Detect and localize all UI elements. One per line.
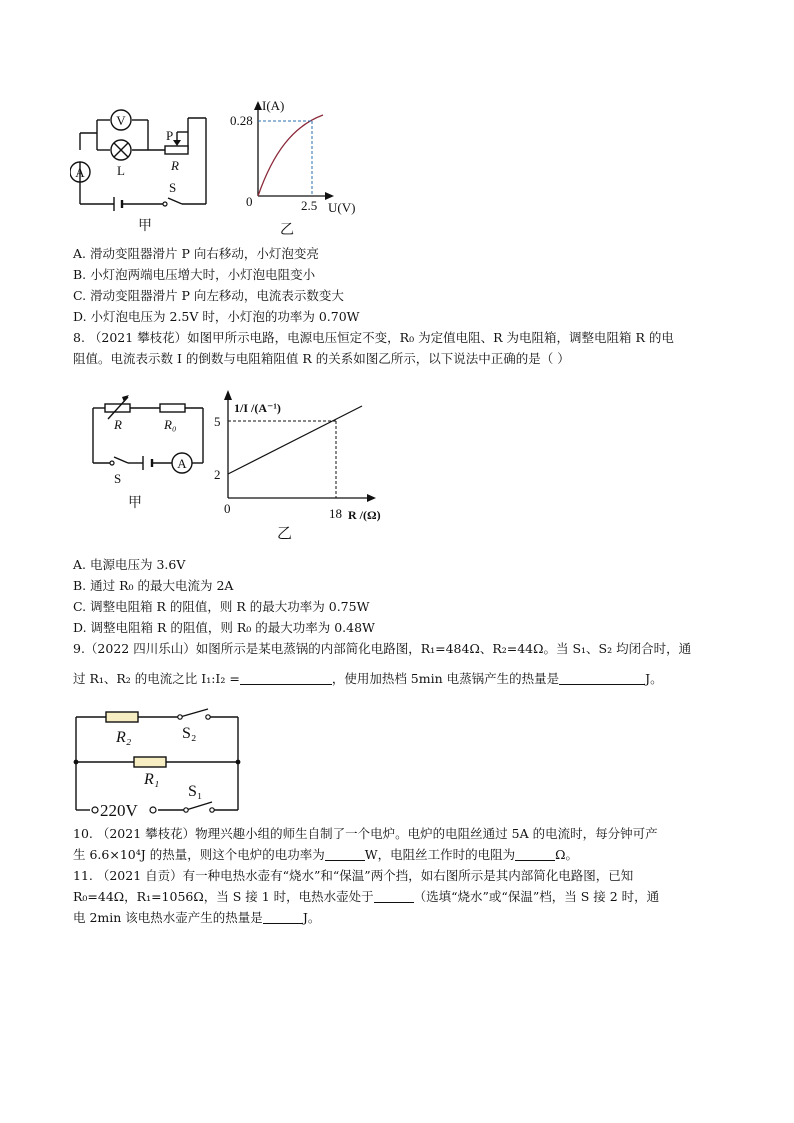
voltmeter-label: V bbox=[116, 113, 126, 128]
y-tick-label: 0.28 bbox=[230, 113, 253, 128]
q8-option-c: C. 调整电阻箱 R 的阻值，则 R 的最大功率为 0.75W bbox=[73, 599, 370, 614]
y-tick-2: 2 bbox=[214, 467, 221, 482]
y-tick-5: 5 bbox=[214, 414, 221, 429]
q11-part-d: J。 bbox=[302, 910, 321, 925]
iu-curve bbox=[258, 115, 323, 196]
q10-line2 bbox=[73, 847, 578, 863]
q9-answer-blank-2[interactable] bbox=[559, 672, 645, 685]
q7-option-a: A. 滑动变阻器滑片 P 向右移动，小灯泡变亮 bbox=[73, 246, 319, 261]
switch-label: S bbox=[114, 471, 122, 486]
q9-stem-part-a: 过 R₁、R₂ 的电流之比 I₁:I₂ = bbox=[73, 671, 240, 686]
q7-option-b: B. 小灯泡两端电压增大时，小灯泡电阻变小 bbox=[73, 267, 316, 282]
r2-label: R₂ bbox=[116, 729, 132, 746]
q10-part-b: W，电阻丝工作时的电阻为 bbox=[364, 847, 516, 862]
x-tick-label: 18 bbox=[329, 506, 342, 521]
q11-line1: 11. （2021 自贡）有一种电热水壶有“烧水”和“保温”两个挡，如右图所示是其内部简化电路图，已知 bbox=[73, 868, 634, 883]
q8-option-b: B. 通过 R₀ 的最大电流为 2A bbox=[73, 578, 234, 593]
q10-answer-blank-2[interactable] bbox=[515, 848, 555, 861]
figure-caption-yi: 乙 bbox=[280, 223, 294, 238]
r0-label: R₀ bbox=[164, 417, 177, 432]
x-axis-label: R /(Ω) bbox=[348, 508, 381, 522]
q11-part-a: R₀=44Ω，R₁=1056Ω，当 S 接 1 时，电热水壶处于 bbox=[73, 889, 374, 904]
q9-stem-part-b: ，使用加热档 5min 电蒸锅产生的热量是 bbox=[331, 671, 560, 686]
q9-answer-blank-1[interactable] bbox=[240, 672, 332, 685]
r1-label: R₁ bbox=[144, 771, 160, 788]
rheostat-label: R bbox=[171, 158, 179, 173]
q10-line1: 10. （2021 攀枝花）物理兴趣小组的师生自制了一个电炉。电炉的电阻丝通过 5A 的电流时，每分钟可产 bbox=[73, 826, 658, 841]
s2-label: S₂ bbox=[182, 725, 197, 742]
figure-caption-jia: 甲 bbox=[128, 496, 142, 511]
q11-part-c: 电 2min 该电热水壶产生的热量是 bbox=[73, 910, 263, 925]
q8-option-a: A. 电源电压为 3.6V bbox=[73, 557, 186, 572]
source-label: 220V bbox=[100, 801, 138, 818]
ammeter-label: A bbox=[177, 456, 187, 471]
q7-circuit-jia bbox=[70, 98, 220, 238]
q10-answer-blank-1[interactable] bbox=[325, 848, 365, 861]
slider-label: P bbox=[166, 128, 174, 143]
q9-circuit bbox=[70, 700, 250, 818]
q8-stem-line1: 8. （2021 攀枝花）如图甲所示电路，电源电压恒定不变，R₀ 为定值电阻、R 为电阻箱，调整电阻箱 R 的电 bbox=[73, 330, 674, 345]
figure-caption-jia: 甲 bbox=[138, 219, 152, 234]
figure-caption-yi: 乙 bbox=[277, 526, 293, 542]
reciprocal-line bbox=[228, 406, 362, 474]
q11-part-b: （选填“烧水”或“保温”档，当 S 接 2 时，通 bbox=[413, 889, 660, 904]
y-axis-label: 1/I /(A⁻¹) bbox=[234, 401, 281, 415]
origin-label: 0 bbox=[246, 194, 253, 209]
y-axis-label: I(A) bbox=[262, 98, 285, 113]
q11-line3 bbox=[73, 910, 320, 926]
q9-stem-line2 bbox=[73, 671, 663, 687]
q11-answer-blank-2[interactable] bbox=[263, 911, 303, 924]
x-axis-label: U(V) bbox=[328, 200, 356, 215]
q7-graph-yi bbox=[228, 98, 368, 240]
q9-stem-part-c: J。 bbox=[645, 671, 663, 686]
q8-circuit-jia bbox=[88, 395, 213, 520]
s1-label: S₁ bbox=[188, 783, 203, 800]
q11-line2 bbox=[73, 889, 659, 905]
q8-graph-yi bbox=[212, 378, 402, 543]
q11-answer-blank-1[interactable] bbox=[374, 890, 414, 903]
q10-part-c: Ω。 bbox=[555, 847, 578, 862]
x-tick-label: 2.5 bbox=[301, 198, 318, 213]
q7-option-d: D. 小灯泡电压为 2.5V 时，小灯泡的功率为 0.70W bbox=[73, 309, 360, 324]
q9-stem-line1: 9.（2022 四川乐山）如图所示是某电蒸锅的内部简化电路图，R₁=484Ω、R₂=44Ω。当 S₁、S₂ 均闭合时，通 bbox=[73, 641, 692, 656]
switch-label: S bbox=[169, 180, 177, 195]
q8-option-d: D. 调整电阻箱 R 的阻值，则 R₀ 的最大功率为 0.48W bbox=[73, 620, 375, 635]
q10-part-a: 生 6.6×10⁴J 的热量，则这个电炉的电功率为 bbox=[73, 847, 325, 862]
ammeter-label: A bbox=[75, 165, 85, 180]
q8-stem-line2: 阻值。电流表示数 I 的倒数与电阻箱阻值 R 的关系如图乙所示，以下说法中正确的是（ ） bbox=[73, 351, 570, 366]
q7-option-c: C. 滑动变阻器滑片 P 向左移动，电流表示数变大 bbox=[73, 288, 344, 303]
lamp-label: L bbox=[117, 163, 125, 178]
r-label: R bbox=[114, 417, 122, 432]
origin-label: 0 bbox=[224, 501, 231, 516]
